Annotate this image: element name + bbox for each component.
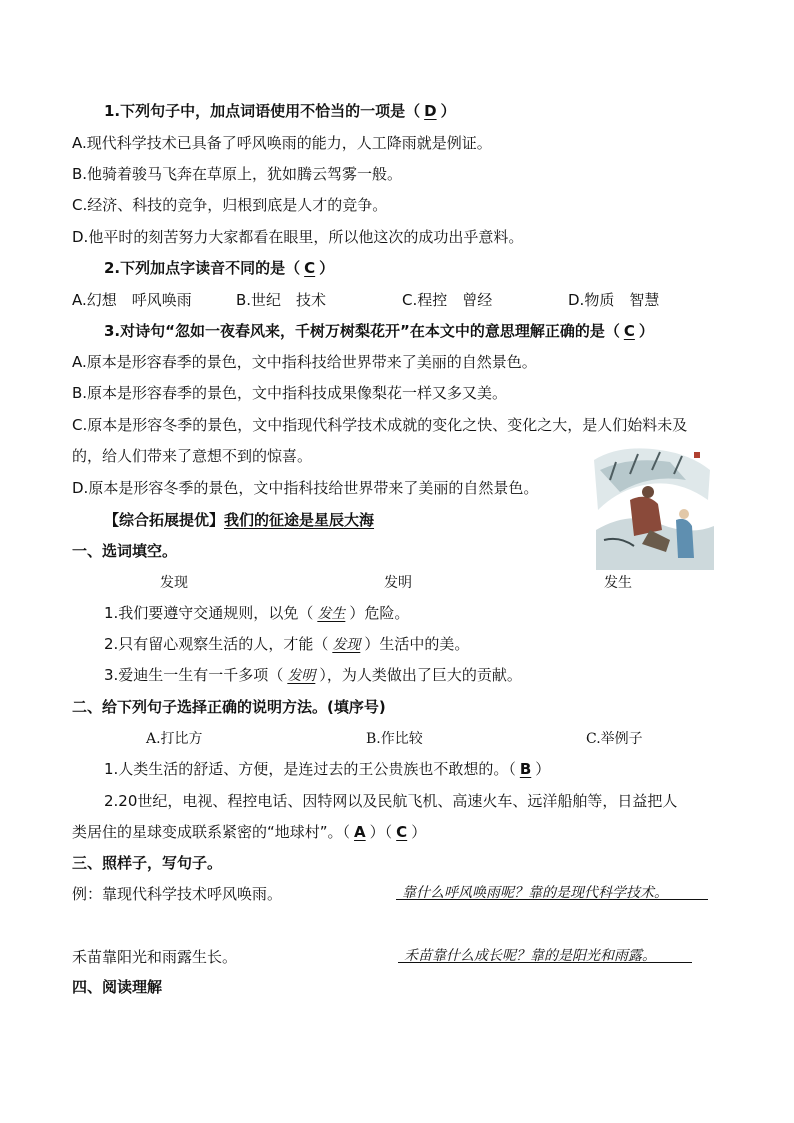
q3-option-c: C.原本是形容冬季的景色，文中指现代科学技术成就的变化之快、变化之大，是人们始料未及 (72, 416, 688, 434)
part2-answer-2a: A (354, 823, 366, 841)
part2-item-2-line2: 类居住的星球变成联系紧密的“地球村”。（ A ）（ C ） (72, 823, 427, 841)
part1-answer-3: 发明 (287, 668, 316, 684)
part2-answer-2b: C (396, 823, 408, 841)
q1-stem: 1.下列句子中，加点词语使用不恰当的一项是（ D ） (104, 102, 456, 120)
part3-title: 三、照样子，写句子。 (72, 854, 223, 872)
q2-answer: C (304, 259, 316, 277)
prompt-answer-line (398, 962, 692, 963)
q1-option-b: B.他骑着骏马飞奔在草原上，犹如腾云驾雾一般。 (72, 165, 403, 183)
part1-title: 一、选词填空。 (72, 542, 178, 560)
q3-option-a: A.原本是形容春季的景色，文中指科技给世界带来了美丽的自然景色。 (72, 353, 537, 371)
word-option-1: 发现 (160, 575, 188, 591)
method-option-b: B.作比较 (366, 731, 423, 747)
part1-answer-1: 发生 (317, 606, 346, 622)
method-option-c: C.举例子 (586, 731, 643, 747)
method-option-a: A.打比方 (146, 731, 203, 747)
snow-scene-illustration (590, 440, 718, 570)
prompt-answer: 禾苗靠什么成长呢？靠的是阳光和雨露。 (404, 948, 656, 964)
example-answer: 靠什么呼风唤雨呢？靠的是现代科学技术。 (402, 885, 668, 901)
q3-option-c-cont: 的，给人们带来了意想不到的惊喜。 (72, 447, 313, 465)
part1-item-3: 3.爱迪生一生有一千多项（ 发明 ），为人类做出了巨大的贡献。 (104, 666, 522, 684)
section-title: 我们的征途是星辰大海 (224, 511, 375, 529)
example-sentence: 例：靠现代科学技术呼风唤雨。 (72, 885, 283, 903)
q1-option-c: C.经济、科技的竞争，归根到底是人才的竞争。 (72, 196, 388, 214)
section-header: 【综合拓展提优】我们的征途是星辰大海 (104, 511, 375, 529)
part1-item-1: 1.我们要遵守交通规则，以免（ 发生 ）危险。 (104, 604, 410, 622)
part2-title: 二、给下列句子选择正确的说明方法。(填序号) (72, 698, 386, 716)
q2-option-d: D.物质 智慧 (568, 291, 660, 309)
part1-answer-2: 发现 (332, 637, 361, 653)
q2-option-a: A.幻想 呼风唤雨 (72, 291, 192, 309)
q2-stem: 2.下列加点字读音不同的是（ C ） (104, 259, 335, 277)
prompt-sentence: 禾苗靠阳光和雨露生长。 (72, 948, 238, 966)
q1-option-d: D.他平时的刻苦努力大家都看在眼里，所以他这次的成功出乎意料。 (72, 228, 524, 246)
q1-option-a: A.现代科学技术已具备了呼风唤雨的能力，人工降雨就是例证。 (72, 134, 492, 152)
part4-title: 四、阅读理解 (72, 978, 163, 996)
q1-answer: D (424, 102, 437, 120)
example-answer-line (396, 899, 708, 900)
part2-item-1: 1.人类生活的舒适、方便，是连过去的王公贵族也不敢想的。（ B ） (104, 760, 551, 778)
q2-option-b: B.世纪 技术 (236, 291, 327, 309)
q3-option-d: D.原本是形容冬季的景色，文中指科技给世界带来了美丽的自然景色。 (72, 479, 539, 497)
part2-item-2-line1: 2.20世纪，电视、程控电话、因特网以及民航飞机、高速火车、远洋船舶等，日益把人 (104, 792, 678, 810)
q2-option-c: C.程控 曾经 (402, 291, 493, 309)
word-option-2: 发明 (384, 575, 412, 591)
part1-item-2: 2.只有留心观察生活的人，才能（ 发现 ）生活中的美。 (104, 635, 470, 653)
q3-stem: 3.对诗句“忽如一夜春风来，千树万树梨花开”在本文中的意思理解正确的是（ C ） (104, 322, 654, 340)
word-option-3: 发生 (604, 575, 632, 591)
q3-answer: C (623, 322, 635, 340)
part2-answer-1: B (519, 760, 532, 778)
q3-option-b: B.原本是形容春季的景色，文中指科技成果像梨花一样又多又美。 (72, 384, 508, 402)
